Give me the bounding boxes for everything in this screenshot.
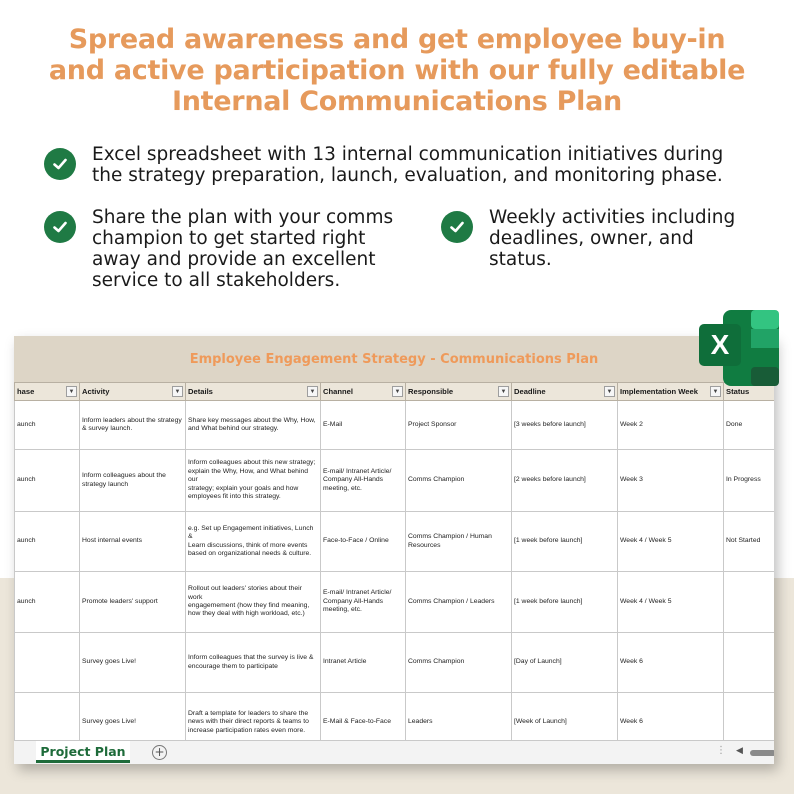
cell-line: Inform colleagues that the survey is live & xyxy=(188,654,314,662)
cell-phase[interactable]: aunch xyxy=(15,401,80,450)
headline-line-2: and active participation with our fully editable xyxy=(48,55,746,86)
cell-line: Comms Champion xyxy=(408,658,465,666)
feature-bullet-weekly xyxy=(441,207,761,270)
cell-line: Comms Champion / Leaders xyxy=(408,597,495,605)
header-activity xyxy=(80,383,186,401)
cell-line: Company All-Hands xyxy=(323,476,384,484)
cell-week[interactable]: Week 4 / Week 5 xyxy=(618,512,724,572)
cell-activity[interactable] xyxy=(80,450,186,512)
cell-deadline[interactable]: [2 weeks before launch] xyxy=(512,450,618,512)
bullet-line: status. xyxy=(489,249,552,270)
filter-dropdown-icon[interactable]: ▼ xyxy=(66,386,77,397)
cell-line: E-mail/ Intranet Article/ xyxy=(323,467,392,475)
feature-bullet-share xyxy=(44,207,404,291)
header-label: Deadline xyxy=(514,387,546,396)
sheet-title: Employee Engagement Strategy - Communications Plan xyxy=(14,336,774,382)
cell-line: Company All-Hands xyxy=(323,597,384,605)
cell-line: Project Sponsor xyxy=(408,420,457,428)
more-options-icon[interactable]: ⋮ xyxy=(716,745,726,756)
cell-line: engagemement (how they find meaning, xyxy=(188,602,310,609)
cell-status[interactable]: Not Started xyxy=(724,512,775,572)
cell-details[interactable] xyxy=(186,572,321,633)
logo-tile xyxy=(751,367,779,386)
cell-phase[interactable]: aunch xyxy=(15,512,80,572)
header-row xyxy=(15,383,775,401)
cell-week[interactable]: Week 6 xyxy=(618,633,724,693)
cell-line: E-mail/ Intranet Article/ xyxy=(323,589,392,597)
cell-details[interactable] xyxy=(186,512,321,572)
bullet-line: service to all stakeholders. xyxy=(92,270,341,291)
cell-line: e.g. Set up Engagement initiatives, Lunch & xyxy=(188,524,314,541)
check-circle-icon xyxy=(44,211,76,243)
cell-line: Resources xyxy=(408,541,441,549)
bullet-line: the strategy preparation, launch, evaluation, and monitoring phase. xyxy=(92,165,723,186)
cell-line: Survey goes Live! xyxy=(82,658,137,666)
logo-tile xyxy=(751,348,779,367)
cell-activity[interactable] xyxy=(80,633,186,693)
cell-line: meeting, etc. xyxy=(323,484,362,492)
cell-responsible[interactable] xyxy=(406,512,512,572)
scroll-left-icon[interactable]: ◀ xyxy=(736,746,743,756)
cell-responsible[interactable] xyxy=(406,572,512,633)
cell-line: Inform colleagues about the xyxy=(82,472,166,480)
cell-line: news with their direct reports & teams to xyxy=(188,718,309,726)
cell-line: based on organizational needs & culture. xyxy=(188,549,312,557)
horizontal-scrollbar[interactable] xyxy=(750,750,774,756)
cell-week[interactable]: Week 4 / Week 5 xyxy=(618,572,724,633)
excel-logo-icon xyxy=(697,306,783,390)
cell-line: and What behind our strategy. xyxy=(188,425,279,432)
cell-line: Inform colleagues about this new strategy; xyxy=(188,459,316,467)
bullet-line: away and provide an excellent xyxy=(92,249,376,270)
table-row xyxy=(15,401,775,450)
cell-line: Rollout out leaders' stories about their work xyxy=(188,585,302,601)
cell-phase[interactable] xyxy=(15,633,80,693)
cell-phase[interactable]: aunch xyxy=(15,450,80,512)
cell-deadline[interactable]: [3 weeks before launch] xyxy=(512,401,618,450)
bullet-text xyxy=(489,207,735,270)
header-label: Implementation Week xyxy=(620,387,698,396)
filter-dropdown-icon[interactable]: ▼ xyxy=(392,386,403,397)
cell-line: Comms Champion xyxy=(408,476,465,484)
spreadsheet-window xyxy=(14,336,774,764)
cell-channel[interactable] xyxy=(321,633,406,693)
cell-responsible[interactable] xyxy=(406,633,512,693)
cell-line: Share key messages about the Why, How, xyxy=(188,416,316,424)
cell-status[interactable] xyxy=(724,633,775,693)
cell-details[interactable] xyxy=(186,633,321,693)
cell-channel[interactable] xyxy=(321,572,406,633)
logo-tile xyxy=(751,310,779,329)
cell-week[interactable]: Week 3 xyxy=(618,450,724,512)
cell-responsible[interactable] xyxy=(406,450,512,512)
cell-line: meeting, etc. xyxy=(323,606,362,614)
cell-line: explain the Why, How, and What behind our xyxy=(188,467,309,484)
filter-dropdown-icon[interactable]: ▼ xyxy=(710,386,721,397)
cell-line: increase participation rates even more. xyxy=(188,726,306,734)
cell-line: how they deal with high workload, etc.) xyxy=(188,610,305,618)
bullet-line: Excel spreadsheet with 13 internal communication initiatives during xyxy=(92,144,724,165)
bullet-line: deadlines, owner, and xyxy=(489,228,694,249)
cell-line: Inform leaders about the strategy xyxy=(82,416,182,424)
cell-line: Learn discussions, think of more events xyxy=(188,541,308,549)
header-label: Details xyxy=(188,387,213,396)
header-label: Activity xyxy=(82,387,110,396)
feature-bullet-spreadsheet xyxy=(44,144,764,186)
cell-line: encourage them to participate xyxy=(188,662,278,670)
cell-details[interactable] xyxy=(186,450,321,512)
bullet-line: Weekly activities including xyxy=(489,207,736,228)
cell-activity[interactable] xyxy=(80,401,186,450)
filter-dropdown-icon[interactable]: ▼ xyxy=(604,386,615,397)
header-label: Responsible xyxy=(408,387,454,396)
headline-line-3: Internal Communications Plan xyxy=(172,86,622,117)
table-row xyxy=(15,633,775,693)
table-row xyxy=(15,512,775,572)
cell-line: E-Mail xyxy=(323,420,343,428)
headline-line-1: Spread awareness and get employee buy-in xyxy=(68,24,726,55)
cell-line: Face-to-Face / Online xyxy=(323,537,389,545)
cell-line: Survey goes Live! xyxy=(82,718,137,726)
sheet-tab-project-plan[interactable]: Project Plan xyxy=(36,741,130,763)
cell-channel[interactable] xyxy=(321,450,406,512)
cell-details[interactable] xyxy=(186,401,321,450)
cell-line: employees fit into this strategy. xyxy=(188,493,281,501)
cell-deadline[interactable]: [1 week before launch] xyxy=(512,572,618,633)
filter-dropdown-icon[interactable]: ▼ xyxy=(498,386,509,397)
cell-line: Draft a template for leaders to share the xyxy=(188,709,309,717)
header-label: hase xyxy=(17,387,35,396)
cell-phase[interactable]: aunch xyxy=(15,572,80,633)
cell-line: Comms Champion / Human xyxy=(408,533,492,541)
bullet-text xyxy=(92,207,393,291)
communications-plan-table xyxy=(14,382,774,753)
cell-channel[interactable] xyxy=(321,512,406,572)
add-sheet-icon[interactable]: + xyxy=(152,745,167,760)
header-details xyxy=(186,383,321,401)
cell-status[interactable] xyxy=(724,572,775,633)
cell-channel[interactable] xyxy=(321,401,406,450)
cell-deadline[interactable]: [Week of Launch] xyxy=(512,693,618,753)
cell-line: Leaders xyxy=(408,718,433,726)
header-deadline xyxy=(512,383,618,401)
check-circle-icon xyxy=(441,211,473,243)
cell-status[interactable]: In Progress xyxy=(724,450,775,512)
filter-dropdown-icon[interactable]: ▼ xyxy=(307,386,318,397)
sheet-tab-bar xyxy=(14,740,774,764)
cell-activity[interactable] xyxy=(80,572,186,633)
cell-week[interactable]: Week 2 xyxy=(618,401,724,450)
header-label: Status xyxy=(726,387,750,396)
cell-line: Host internal events xyxy=(82,537,143,545)
cell-line: Intranet Article xyxy=(323,658,367,666)
cell-activity[interactable] xyxy=(80,512,186,572)
filter-dropdown-icon[interactable]: ▼ xyxy=(172,386,183,397)
header-responsible xyxy=(406,383,512,401)
header-phase xyxy=(15,383,80,401)
table-row xyxy=(15,450,775,512)
cell-line: strategy launch xyxy=(82,480,129,488)
cell-line: & survey launch. xyxy=(82,425,133,432)
headline xyxy=(0,24,794,117)
header-channel xyxy=(321,383,406,401)
bullet-text xyxy=(92,144,723,186)
header-label: Channel xyxy=(323,387,353,396)
cell-responsible[interactable] xyxy=(406,401,512,450)
cell-line: Promote leaders' support xyxy=(82,597,158,605)
cell-line: strategy; explain your goals and how xyxy=(188,484,299,492)
bullet-line: Share the plan with your comms xyxy=(92,207,394,228)
check-circle-icon xyxy=(44,148,76,180)
logo-tile xyxy=(751,329,779,348)
cell-line: E-Mail & Face-to-Face xyxy=(323,718,391,726)
bullet-line: champion to get started right xyxy=(92,228,366,249)
logo-letter: X xyxy=(710,329,730,360)
cell-deadline[interactable]: [Day of Launch] xyxy=(512,633,618,693)
cell-status[interactable]: Done xyxy=(724,401,775,450)
cell-week[interactable]: Week 6 xyxy=(618,693,724,753)
table-row xyxy=(15,572,775,633)
cell-deadline[interactable]: [1 week before launch] xyxy=(512,512,618,572)
